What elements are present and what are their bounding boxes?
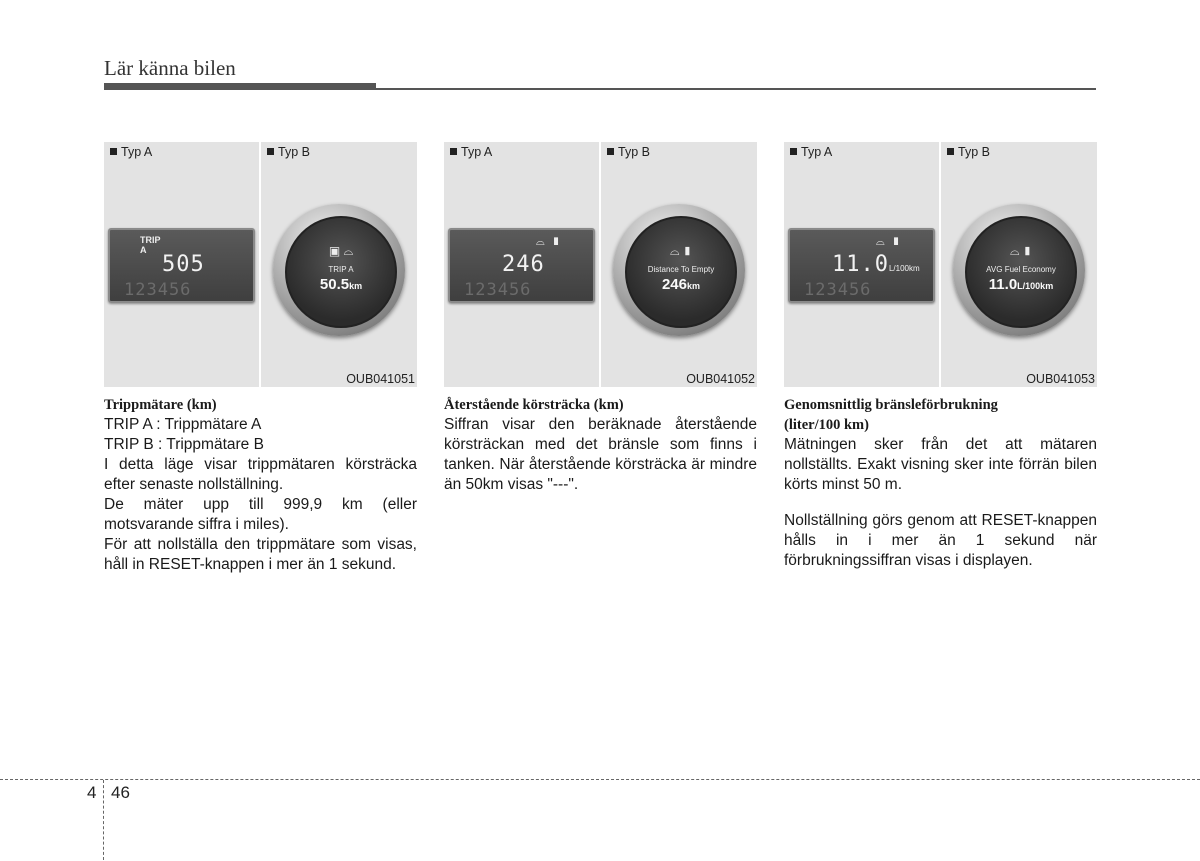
lcd-odometer-ghost: 123456 xyxy=(464,280,532,300)
type-a-label: Typ A xyxy=(110,145,152,159)
car-fuel-icon: ⌓ ▮ xyxy=(536,236,563,248)
figure-code: OUB041051 xyxy=(346,372,415,386)
bullet-square-icon xyxy=(607,148,614,155)
lcd-display xyxy=(788,228,935,303)
section-heading: Genomsnittlig bränsleförbrukning xyxy=(784,397,998,413)
figure-code: OUB041053 xyxy=(1026,372,1095,386)
footer-dashed-rule xyxy=(0,779,1200,780)
type-b-label: Typ B xyxy=(947,145,990,159)
lcd-display xyxy=(448,228,595,303)
bullet-square-icon xyxy=(947,148,954,155)
type-b-label: Typ B xyxy=(267,145,310,159)
lcd-main-value: 246 xyxy=(502,252,545,277)
gauge-display xyxy=(953,204,1085,336)
paragraph: TRIP A : Trippmätare A xyxy=(104,416,262,433)
paragraph: Nollställning görs genom att RESET-knappen hålls in i mer än 1 sekund när förbrukningssiffran visas i displayen. xyxy=(784,512,1097,569)
lcd-odometer-ghost: 123456 xyxy=(124,280,192,300)
car-fuel-icon: ⌓ ▮ xyxy=(670,244,692,258)
header-rule-thin xyxy=(376,88,1096,90)
lcd-trip-indicator: TRIP A xyxy=(140,235,161,255)
figure-type-b-panel xyxy=(601,142,757,387)
page-section-title: Lär känna bilen xyxy=(104,56,236,80)
section-heading: Trippmätare (km) xyxy=(104,397,217,413)
figure-avg-fuel-economy xyxy=(784,142,1097,387)
figure-type-a-panel xyxy=(444,142,599,387)
car-fuel-icon: ⌓ ▮ xyxy=(1010,244,1032,258)
bullet-square-icon xyxy=(267,148,274,155)
paragraph: I detta läge visar trippmätaren körsträcka efter senaste nollställning. xyxy=(104,456,417,493)
type-a-label: Typ A xyxy=(790,145,832,159)
paragraph: För att nollställa den trippmätare som visas, håll in RESET-knappen i mer än 1 sekund. xyxy=(104,536,417,573)
gauge-value: 11.0L/100km xyxy=(988,276,1054,293)
lcd-main-value: 11.0L/100km xyxy=(832,252,920,277)
gauge-caption: AVG Fuel Economy xyxy=(986,265,1056,274)
type-a-label: Typ A xyxy=(450,145,492,159)
lcd-odometer-ghost: 123456 xyxy=(804,280,872,300)
figure-type-a-panel xyxy=(784,142,939,387)
gauge-face xyxy=(285,216,397,328)
gauge-value: 246km xyxy=(661,276,701,293)
header-rule-thick xyxy=(104,83,376,90)
lcd-display xyxy=(108,228,255,303)
gauge-caption: TRIP A xyxy=(328,265,354,274)
figure-code: OUB041052 xyxy=(686,372,755,386)
paragraph: Siffran visar den beräknade återstående körsträckan med det bränsle som finns i tanken. När återstående körsträcka är mindre än 50km visas "---". xyxy=(444,416,757,493)
page-number: 46 xyxy=(111,783,130,802)
text-column-distance-to-empty xyxy=(444,395,757,495)
figure-type-b-panel xyxy=(941,142,1097,387)
bullet-square-icon xyxy=(790,148,797,155)
gauge-display xyxy=(613,204,745,336)
gauge-caption: Distance To Empty xyxy=(647,265,715,274)
gauge-face xyxy=(625,216,737,328)
bullet-square-icon xyxy=(110,148,117,155)
paragraph-gap xyxy=(784,495,1097,511)
paragraph: Mätningen sker från det att mätaren nollställts. Exakt visning sker inte förrän bilen körts minst 50 m. xyxy=(784,436,1097,493)
figure-type-b-panel xyxy=(261,142,417,387)
gauge-face xyxy=(965,216,1077,328)
section-heading-unit: (liter/100 km) xyxy=(784,417,869,433)
gauge-value: 50.5km xyxy=(319,276,363,293)
gauge-display xyxy=(273,204,405,336)
car-fuel-icon: ⌓ ▮ xyxy=(876,236,903,248)
paragraph: TRIP B : Trippmätare B xyxy=(104,436,264,453)
lcd-main-value: 505 xyxy=(162,252,205,277)
footer-dashed-vertical xyxy=(103,780,104,860)
section-heading: Återstående körsträcka (km) xyxy=(444,397,624,413)
chapter-number: 4 xyxy=(87,783,97,802)
text-column-avg-fuel-economy xyxy=(784,395,1097,571)
figure-type-a-panel xyxy=(104,142,259,387)
type-b-label: Typ B xyxy=(607,145,650,159)
car-icon: ▣ ⌓ xyxy=(328,244,354,258)
figure-distance-to-empty xyxy=(444,142,757,387)
figure-trip-meter xyxy=(104,142,417,387)
bullet-square-icon xyxy=(450,148,457,155)
text-column-trip-meter xyxy=(104,395,417,575)
paragraph: De mäter upp till 999,9 km (eller motsvarande siffra i miles). xyxy=(104,496,417,533)
